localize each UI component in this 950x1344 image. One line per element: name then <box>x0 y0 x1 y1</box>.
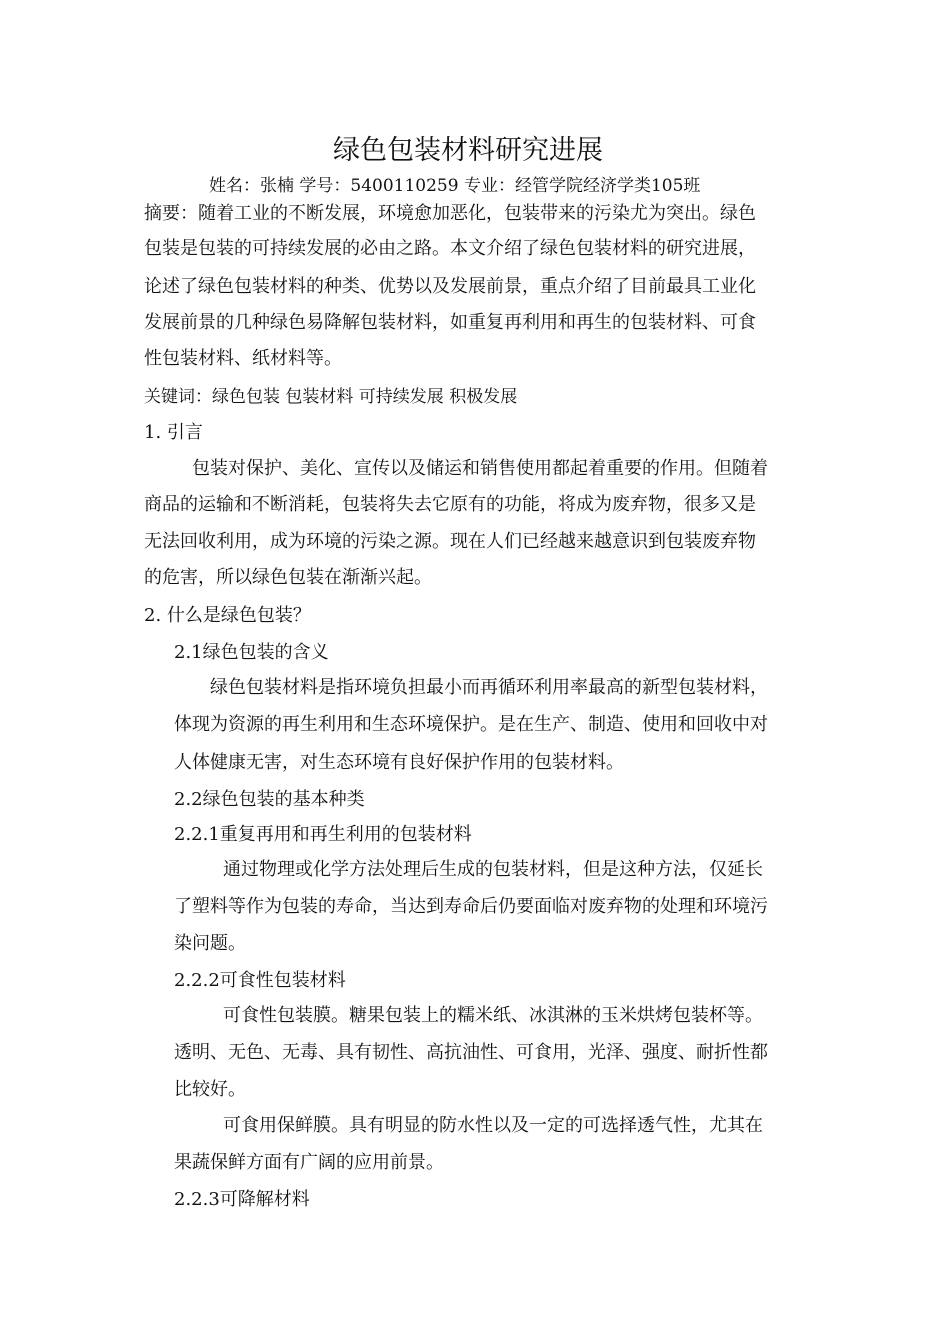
section-2-2-1-line: 染问题。 <box>174 933 246 954</box>
section-2-2-1-line: 通过物理或化学方法处理后生成的包装材料，但是这种方法，仅延长 <box>223 859 763 880</box>
abstract-line: 包装是包装的可持续发展的必由之路。本文介绍了绿色包装材料的研究进展， <box>144 238 756 259</box>
section-2-2-2-heading: 2.2.2可食性包装材料 <box>174 970 346 991</box>
section-1-line: 的危害，所以绿色包装在渐渐兴起。 <box>144 567 432 588</box>
section-2-1-line: 体现为资源的再生利用和生态环境保护。是在生产、制造、使用和回收中对 <box>174 714 768 735</box>
document-title: 绿色包装材料研究进展 <box>333 135 603 166</box>
section-1-line: 商品的运输和不断消耗，包装将失去它原有的功能，将成为废弃物，很多又是 <box>144 494 756 515</box>
section-2-2-1-heading: 2.2.1重复再用和再生利用的包装材料 <box>174 824 472 845</box>
section-2-1-heading: 2.1绿色包装的含义 <box>174 642 329 663</box>
abstract-line: 性包装材料、纸材料等。 <box>144 348 342 369</box>
abstract-line: 论述了绿色包装材料的种类、优势以及发展前景，重点介绍了目前最具工业化 <box>144 276 756 297</box>
section-1-line: 无法回收利用，成为环境的污染之源。现在人们已经越来越意识到包装废弃物 <box>144 531 756 552</box>
section-1-line: 包装对保护、美化、宣传以及储运和销售使用都起着重要的作用。但随着 <box>192 458 768 479</box>
section-2-2-3-heading: 2.2.3可降解材料 <box>174 1189 310 1210</box>
section-2-2-2-line: 可食用保鲜膜。具有明显的防水性以及一定的可选择透气性，尤其在 <box>223 1115 763 1136</box>
keywords-line: 关键词：绿色包装 包装材料 可持续发展 积极发展 <box>144 387 518 407</box>
abstract-line: 摘要：随着工业的不断发展，环境愈加恶化，包装带来的污染尤为突出。绿色 <box>144 203 756 224</box>
section-1-heading: 1. 引言 <box>144 422 203 443</box>
section-2-2-2-line: 透明、无色、无毒、具有韧性、高抗油性、可食用，光泽、强度、耐折性都 <box>174 1042 768 1063</box>
author-line: 姓名：张楠 学号：5400110259 专业：经管学院经济学类105班 <box>209 176 701 196</box>
section-2-2-heading: 2.2绿色包装的基本种类 <box>174 789 365 810</box>
abstract-line: 发展前景的几种绿色易降解包装材料，如重复再利用和再生的包装材料、可食 <box>144 312 756 333</box>
section-2-1-line: 绿色包装材料是指环境负担最小而再循环利用率最高的新型包装材料， <box>210 677 768 698</box>
section-2-2-2-line: 比较好。 <box>174 1079 246 1100</box>
section-2-2-2-line: 可食性包装膜。糖果包装上的糯米纸、冰淇淋的玉米烘烤包装杯等。 <box>223 1005 763 1026</box>
section-2-2-1-line: 了塑料等作为包装的寿命，当达到寿命后仍要面临对废弃物的处理和环境污 <box>174 896 768 917</box>
section-2-2-2-line: 果蔬保鲜方面有广阔的应用前景。 <box>174 1152 444 1173</box>
section-2-1-line: 人体健康无害，对生态环境有良好保护作用的包装材料。 <box>174 752 624 773</box>
section-2-heading: 2. 什么是绿色包装？ <box>144 605 311 626</box>
